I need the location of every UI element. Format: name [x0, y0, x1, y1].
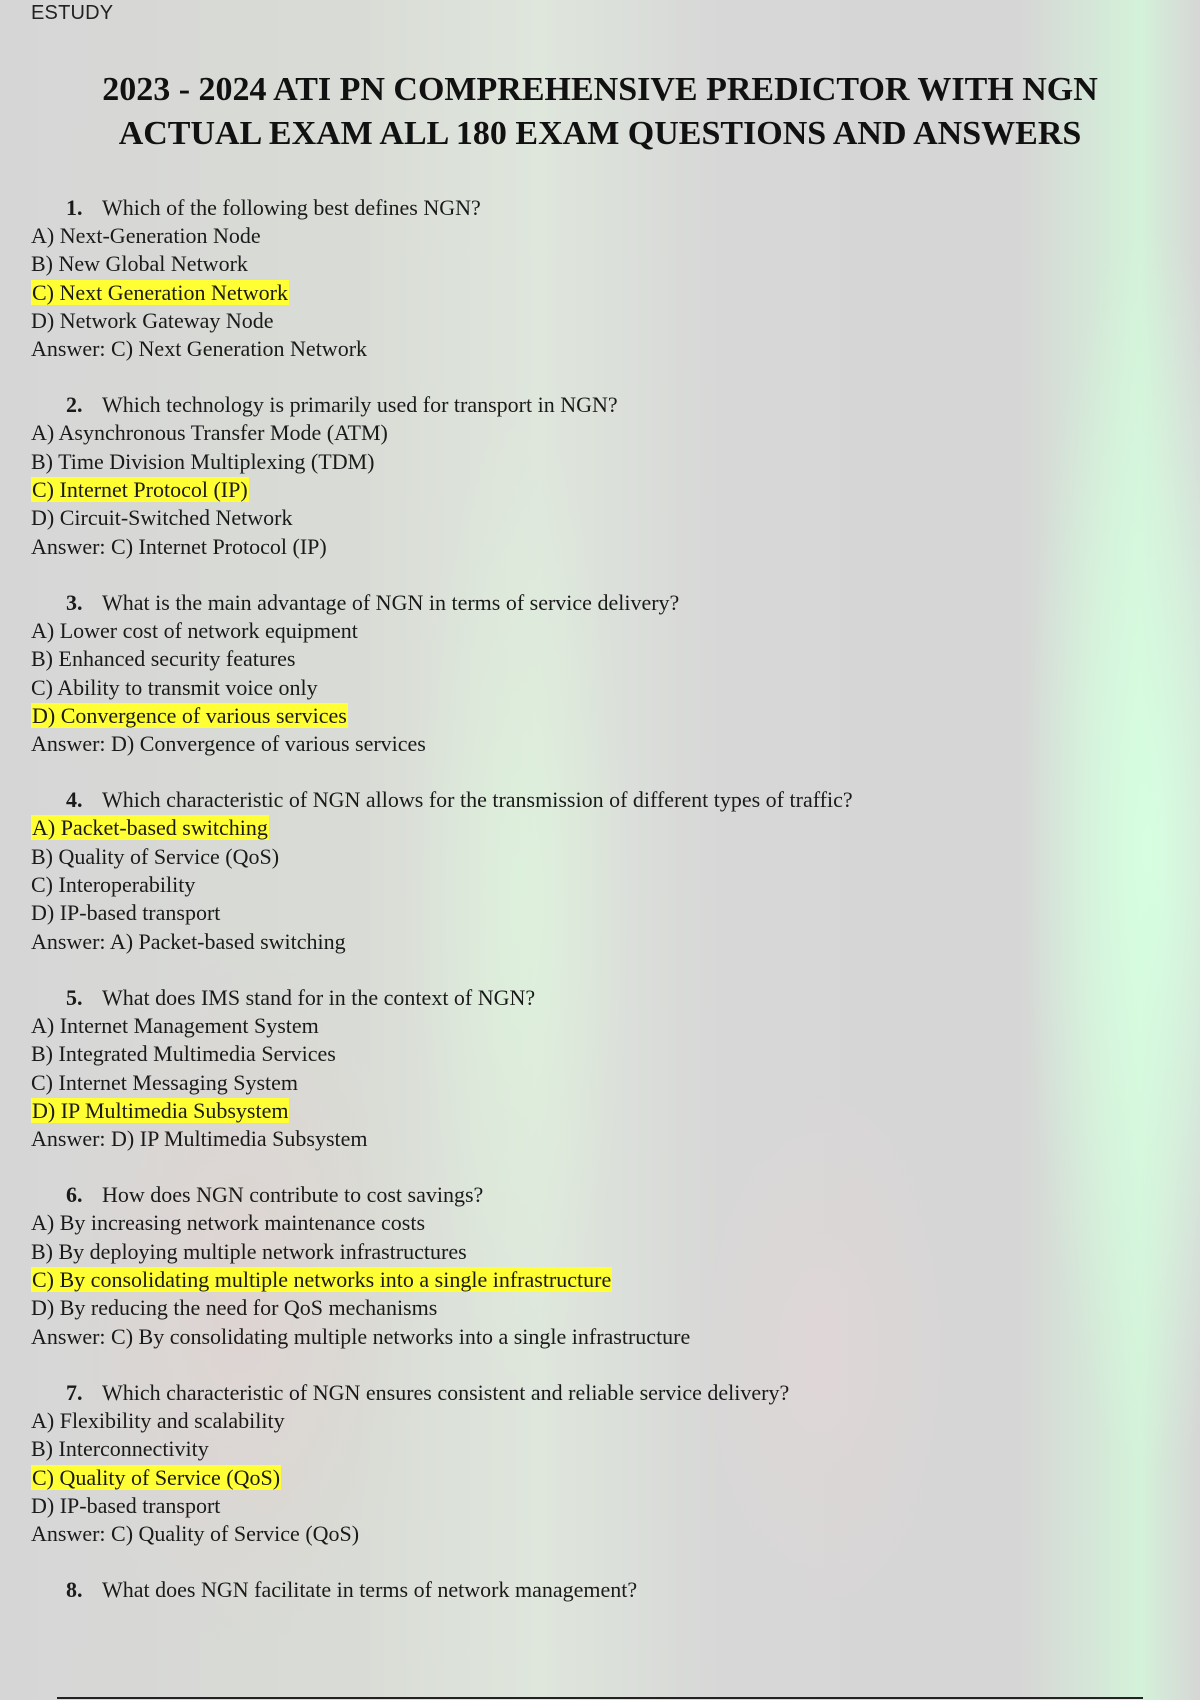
option-text: A) By increasing network maintenance costs [31, 1210, 426, 1236]
question-prompt [31, 1576, 1151, 1604]
highlighted-option-text: C) Quality of Service (QoS) [32, 1464, 281, 1490]
question-prompt [31, 1181, 1151, 1209]
question-block [31, 1379, 1151, 1548]
question-prompt [31, 391, 1151, 419]
option-text: A) Asynchronous Transfer Mode (ATM) [31, 420, 388, 446]
option-text: B) Integrated Multimedia Services [31, 1041, 336, 1067]
answer-option [31, 645, 1151, 673]
question-list [31, 194, 1151, 1632]
answer-option [31, 1464, 1151, 1492]
question-prompt [31, 786, 1151, 814]
answer-option [31, 1266, 1151, 1294]
question-text: Which of the following best defines NGN? [102, 195, 481, 220]
question-prompt [31, 1379, 1151, 1407]
answer-option [31, 1435, 1151, 1463]
question-number: 8. [66, 1577, 83, 1603]
question-number: 7. [66, 1379, 83, 1405]
option-text: B) New Global Network [31, 251, 248, 277]
highlighted-option-text: C) Internet Protocol (IP) [32, 477, 248, 503]
answer-line: Answer: D) Convergence of various services [31, 731, 426, 757]
question-text: How does NGN contribute to cost savings? [102, 1182, 484, 1208]
answer-line: Answer: D) IP Multimedia Subsystem [31, 1126, 368, 1152]
title-line-1: 2023 - 2024 ATI PN COMPREHENSIVE PREDICTOR WITH NGN [102, 71, 1098, 108]
answer-line: Answer: C) Quality of Service (QoS) [31, 1521, 360, 1547]
answer-option [31, 476, 1151, 504]
question-block [31, 1576, 1151, 1604]
answer-line: Answer: C) By consolidating multiple networks into a single infrastructure [31, 1323, 691, 1349]
question-number: 4. [66, 787, 83, 813]
answer-option [31, 843, 1151, 871]
highlighted-option-text: D) Convergence of various services [32, 702, 347, 728]
question-text: What is the main advantage of NGN in terms of service delivery? [102, 589, 680, 615]
answer-option [31, 307, 1151, 335]
question-block [31, 984, 1151, 1153]
question-text: Which technology is primarily used for transport in NGN? [102, 392, 618, 418]
option-text: A) Internet Management System [31, 1012, 319, 1038]
answer-option [31, 1407, 1151, 1435]
answer-option [31, 871, 1151, 899]
answer-line: Answer: A) Packet-based switching [31, 928, 346, 954]
option-text: B) Time Division Multiplexing (TDM) [31, 448, 375, 474]
option-text: D) IP-based transport [31, 1492, 221, 1518]
answer-option [31, 504, 1151, 532]
question-prompt [31, 589, 1151, 617]
question-block [31, 194, 1151, 363]
option-text: D) Network Gateway Node [31, 307, 274, 333]
answer-option [31, 1097, 1151, 1125]
page-title [40, 68, 1160, 156]
question-number: 5. [66, 984, 83, 1010]
question-number: 6. [66, 1182, 83, 1208]
highlighted-option-text: C) Next Generation Network [32, 279, 288, 305]
answer-option [31, 1040, 1151, 1068]
answer-option [31, 1209, 1151, 1237]
answer-option [31, 222, 1151, 250]
option-text: D) IP-based transport [31, 900, 221, 926]
answer-option [31, 899, 1151, 927]
option-text: B) Quality of Service (QoS) [31, 843, 280, 869]
option-text: B) By deploying multiple network infrastructures [31, 1238, 467, 1264]
question-prompt [31, 194, 1151, 222]
answer-option [31, 1012, 1151, 1040]
highlighted-option-text: A) Packet-based switching [32, 815, 268, 841]
footer-divider [57, 1697, 1143, 1699]
highlighted-option-text: C) By consolidating multiple networks into a single infrastructure [32, 1267, 612, 1293]
option-text: A) Lower cost of network equipment [31, 617, 358, 643]
answer-option [31, 1294, 1151, 1322]
answer-option [31, 617, 1151, 645]
answer-option [31, 674, 1151, 702]
answer-option [31, 448, 1151, 476]
answer-option [31, 1238, 1151, 1266]
option-text: C) Interoperability [31, 872, 196, 898]
option-text: D) By reducing the need for QoS mechanisms [31, 1295, 438, 1321]
answer-option [31, 279, 1151, 307]
question-number: 3. [66, 589, 83, 615]
question-text: What does NGN facilitate in terms of network management? [102, 1577, 638, 1603]
answer-line: Answer: C) Next Generation Network [31, 336, 368, 362]
question-text: What does IMS stand for in the context of NGN? [102, 984, 536, 1010]
question-block [31, 1181, 1151, 1350]
answer-option [31, 1492, 1151, 1520]
question-prompt [31, 984, 1151, 1012]
answer-line: Answer: C) Internet Protocol (IP) [31, 533, 327, 559]
brand-label: ESTUDY [31, 2, 114, 24]
question-number: 1. [66, 195, 83, 220]
answer-option [31, 419, 1151, 447]
answer-option [31, 702, 1151, 730]
option-text: B) Enhanced security features [31, 646, 296, 672]
question-block [31, 589, 1151, 758]
question-block [31, 391, 1151, 560]
option-text: C) Ability to transmit voice only [31, 674, 318, 700]
question-block [31, 786, 1151, 955]
option-text: A) Next-Generation Node [31, 223, 261, 248]
answer-option [31, 250, 1151, 278]
option-text: A) Flexibility and scalability [31, 1407, 285, 1433]
option-text: B) Interconnectivity [31, 1436, 209, 1462]
highlighted-option-text: D) IP Multimedia Subsystem [32, 1097, 289, 1123]
title-line-2: ACTUAL EXAM ALL 180 EXAM QUESTIONS AND ANSWERS [118, 115, 1082, 152]
option-text: C) Internet Messaging System [31, 1069, 299, 1095]
option-text: D) Circuit-Switched Network [31, 505, 293, 531]
answer-option [31, 814, 1151, 842]
question-text: Which characteristic of NGN allows for the transmission of different types of traffic? [102, 787, 853, 813]
question-number: 2. [66, 392, 83, 418]
question-text: Which characteristic of NGN ensures consistent and reliable service delivery? [102, 1379, 790, 1405]
answer-option [31, 1069, 1151, 1097]
